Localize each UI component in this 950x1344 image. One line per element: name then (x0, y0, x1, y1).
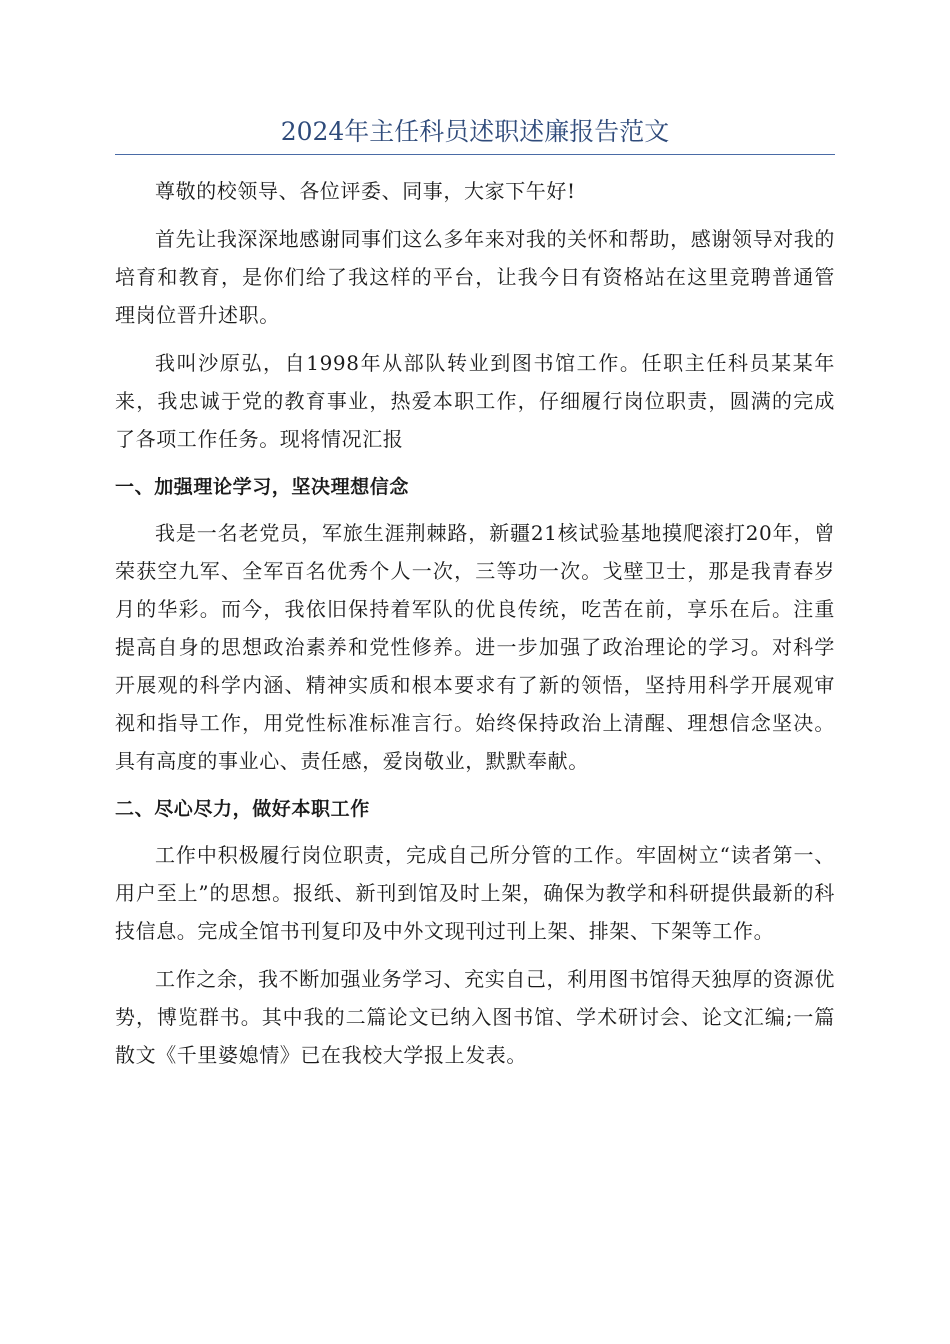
section-heading-1: 一、加强理论学习，坚决理想信念 (115, 476, 410, 498)
thanks-paragraph: 首先让我深深地感谢同事们这么多年来对我的关怀和帮助，感谢领导对我的培育和教育，是你们给了我这样的平台，让我今日有资格站在这里竞聘普通管理岗位晋升述职。 (115, 227, 835, 327)
title-underline (115, 154, 835, 155)
intro-paragraph: 我叫沙原弘，自1998年从部队转业到图书馆工作。任职主任科员某某年来，我忠诚于党的教育事业，热爱本职工作，仔细履行岗位职责，圆满的完成了各项工作任务。现将情况汇报 (115, 351, 835, 451)
section-2-paragraph-1: 工作中积极履行岗位职责，完成自己所分管的工作。牢固树立“读者第一、用户至上”的思想。报纸、新刊到馆及时上架，确保为教学和科研提供最新的科技信息。完成全馆书刊复印及中外文现刊过刊上架、排架、下架等工作。 (115, 843, 835, 943)
section-2-paragraph-2: 工作之余，我不断加强业务学习、充实自己，利用图书馆得天独厚的资源优势，博览群书。其中我的二篇论文已纳入图书馆、学术研讨会、论文汇编;一篇散文《千里婆媳情》已在我校大学报上发表。 (115, 967, 835, 1067)
section-1-paragraph: 我是一名老党员，军旅生涯荆棘路，新疆21核试验基地摸爬滚打20年，曾荣获空九军、全军百名优秀个人一次，三等功一次。戈壁卫士，那是我青春岁月的华彩。而今，我依旧保持着军队的优良传统，吃苦在前，享乐在后。注重提高自身的思想政治素养和党性修养。进一步加强了政治理论的学习。对科学开展观的科学内涵、精神实质和根本要求有了新的领悟，坚持用科学开展观审视和指导工作，用党性标准标准言行。始终保持政治上清醒、理想信念坚决。具有高度的事业心、责任感，爱岗敬业，默默奉献。 (115, 521, 835, 773)
document-title: 2024年主任科员述职述廉报告范文 (280, 117, 670, 146)
greeting-paragraph: 尊敬的校领导、各位评委、同事，大家下午好! (155, 179, 576, 203)
section-heading-2: 二、尽心尽力，做好本职工作 (115, 798, 370, 820)
document-body (115, 172, 835, 1084)
